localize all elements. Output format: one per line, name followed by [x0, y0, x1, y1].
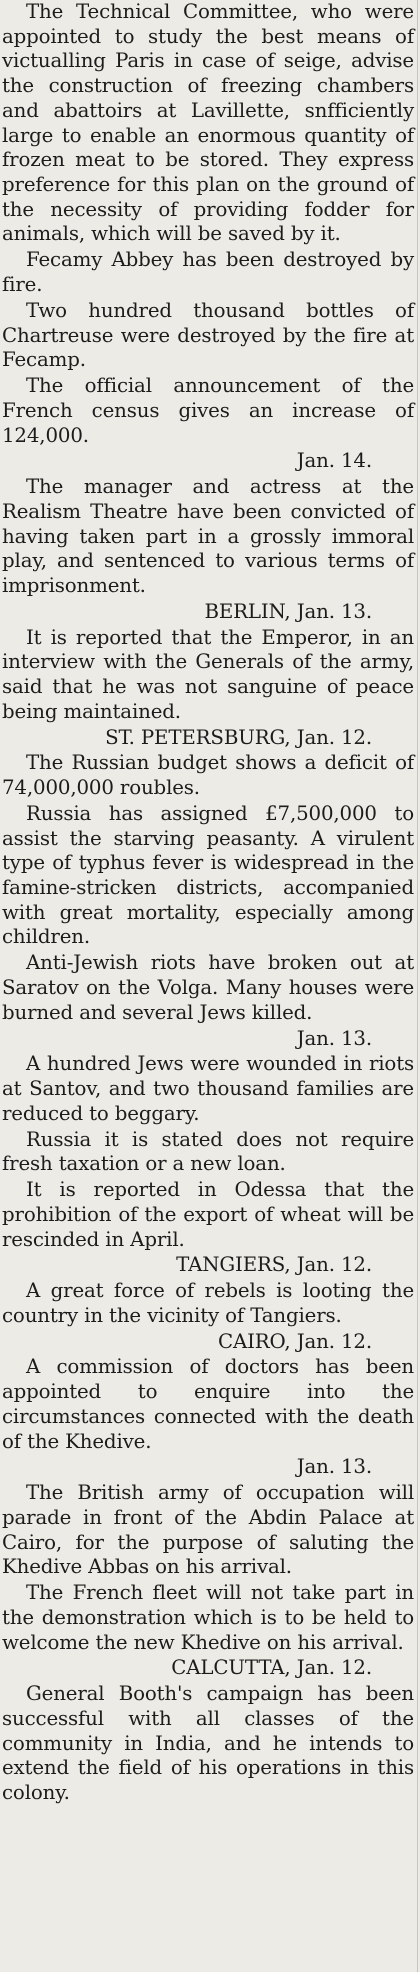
- dateline: CALCUTTA, Jan. 12.: [171, 1656, 372, 1680]
- news-paragraph: The Russian budget shows a deficit of 74,000,000 roubles.: [2, 751, 414, 799]
- news-paragraph: General Booth's campaign has been successful with all classes of the community in India, and he intends to extend the field of his operations in this colony.: [2, 1682, 414, 1804]
- news-paragraph: The manager and actress at the Realism Theatre have been convicted of having taken part in a grossly immoral play, and sentenced to various terms of imprisonment.: [2, 475, 414, 597]
- news-paragraph: The French fleet will not take part in the demonstration which is to be held to welcome the new Khedive on his arrival.: [2, 1581, 414, 1654]
- news-paragraph: A commission of doctors has been appointed to enquire into the circumstances connected with the death of the Khedive.: [2, 1355, 414, 1453]
- dateline: Jan. 13.: [296, 1455, 372, 1479]
- news-paragraph: It is reported in Odessa that the prohibition of the export of wheat will be rescinded in April.: [2, 1178, 414, 1251]
- news-paragraph: A great force of rebels is looting the country in the vicinity of Tangiers.: [2, 1279, 414, 1327]
- dateline: Jan. 14.: [296, 449, 372, 473]
- news-paragraph: The Technical Committee, who were appointed to study the best means of victualling Paris in case of seige, advise the construction of freezing chambers and abattoirs at Lavillette, snfficiently large to enable an enormous quantity of frozen meat to be stored. They express preference for this plan on the ground of the necessity of providing fodder for animals, which will be saved by it.: [2, 0, 414, 246]
- dateline: ST. PETERSBURG, Jan. 12.: [105, 725, 372, 749]
- news-paragraph: The British army of occupation will parade in front of the Abdin Palace at Cairo, for the purpose of saluting the Khedive Abbas on his arrival.: [2, 1481, 414, 1579]
- news-paragraph: A hundred Jews were wounded in riots at Santov, and two thousand families are reduced to beggary.: [2, 1052, 414, 1125]
- dateline: Jan. 13.: [296, 1026, 372, 1050]
- news-paragraph: Two hundred thousand bottles of Chartreuse were destroyed by the fire at Fecamp.: [2, 298, 414, 372]
- dateline: BERLIN, Jan. 13.: [204, 599, 372, 623]
- news-column: [2, 0, 414, 1807]
- news-paragraph: Russia has assigned £7,500,000 to assist the starving peasanty. A virulent type of typhus fever is widespread in the famine-stricken districts, accompanied with great mortality, especially among children.: [2, 801, 414, 949]
- dateline: CAIRO, Jan. 12.: [217, 1329, 372, 1353]
- news-paragraph: Fecamy Abbey has been destroyed by fire.: [2, 248, 414, 296]
- news-paragraph: Anti-Jewish riots have broken out at Saratov on the Volga. Many houses were burned and several Jews killed.: [2, 951, 414, 1024]
- dateline: TANGIERS, Jan. 12.: [176, 1253, 372, 1277]
- news-paragraph: The official announcement of the French census gives an increase of 124,000.: [2, 374, 414, 447]
- column-rule: [417, 0, 418, 1972]
- news-paragraph: It is reported that the Emperor, in an interview with the Generals of the army, said that he was not sanguine of peace being maintained.: [2, 625, 414, 723]
- news-paragraph: Russia it is stated does not require fresh taxation or a new loan.: [2, 1127, 414, 1176]
